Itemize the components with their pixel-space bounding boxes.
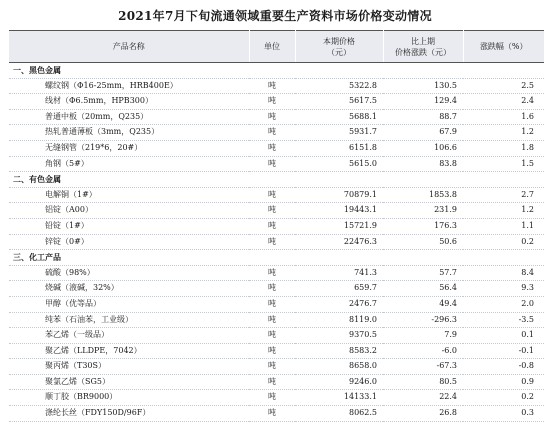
price-cell: 5931.7 [295, 125, 383, 141]
change-cell: 80.5 [383, 374, 463, 390]
product-name: 线材（Φ6.5mm，HPB300） [9, 94, 249, 110]
unit-cell: 吨 [249, 94, 295, 110]
product-name: 铅锭（1#） [9, 218, 249, 234]
unit-cell: 吨 [249, 374, 295, 390]
product-name: 聚丙烯（T30S） [9, 359, 249, 375]
product-name: 硫酸（98%） [9, 265, 249, 281]
change-cell: 49.4 [383, 296, 463, 312]
unit-cell: 吨 [249, 390, 295, 406]
change-cell: 176.3 [383, 218, 463, 234]
page-title: 2021年7月下旬流通领域重要生产资料市场价格变动情况 [118, 9, 432, 23]
unit-cell: 吨 [249, 359, 295, 375]
price-cell: 8658.0 [295, 359, 383, 375]
change-cell: 88.7 [383, 109, 463, 125]
pct-cell: 1.6 [463, 109, 544, 125]
price-cell: 5617.5 [295, 94, 383, 110]
change-cell: 50.6 [383, 234, 463, 250]
unit-cell: 吨 [249, 296, 295, 312]
price-cell: 19443.1 [295, 203, 383, 219]
pct-cell: 2.7 [463, 187, 544, 203]
product-name: 甲醇（优等品） [9, 296, 249, 312]
change-cell: 67.9 [383, 125, 463, 141]
header-current-price-line2: （元） [327, 47, 351, 57]
product-name: 热轧普通薄板（3mm，Q235） [9, 125, 249, 141]
price-cell: 741.3 [295, 265, 383, 281]
change-cell: 22.4 [383, 390, 463, 406]
price-cell: 15721.9 [295, 218, 383, 234]
change-cell: 7.9 [383, 328, 463, 344]
product-name: 电解铜（1#） [9, 187, 249, 203]
unit-cell: 吨 [249, 125, 295, 141]
price-table [9, 30, 544, 422]
table-row [9, 312, 544, 328]
product-name: 螺纹钢（Φ16-25mm，HRB400E） [9, 78, 249, 94]
price-cell: 14133.1 [295, 390, 383, 406]
change-cell: 57.7 [383, 265, 463, 281]
price-cell: 2476.7 [295, 296, 383, 312]
table-row [9, 374, 544, 390]
price-cell: 8062.5 [295, 406, 383, 422]
unit-cell: 吨 [249, 140, 295, 156]
header-price-change [383, 31, 463, 63]
unit-cell: 吨 [249, 78, 295, 94]
category-row [9, 250, 544, 266]
unit-cell: 吨 [249, 218, 295, 234]
pct-cell: 8.4 [463, 265, 544, 281]
price-cell: 5688.1 [295, 109, 383, 125]
change-cell: -296.3 [383, 312, 463, 328]
table-row [9, 343, 544, 359]
product-name: 无缝钢管（219*6，20#） [9, 140, 249, 156]
table-row [9, 78, 544, 94]
change-cell: -6.0 [383, 343, 463, 359]
product-name: 烧碱（液碱，32%） [9, 281, 249, 297]
unit-cell: 吨 [249, 265, 295, 281]
product-name: 锌锭（0#） [9, 234, 249, 250]
change-cell: 129.4 [383, 94, 463, 110]
pct-cell: 0.1 [463, 328, 544, 344]
product-name: 纯苯（石油苯，工业级） [9, 312, 249, 328]
category-row [9, 172, 544, 188]
unit-cell: 吨 [249, 406, 295, 422]
pct-cell: -3.5 [463, 312, 544, 328]
pct-cell: 1.2 [463, 125, 544, 141]
table-row [9, 406, 544, 422]
unit-cell: 吨 [249, 234, 295, 250]
category-label: 一、黑色金属 [9, 63, 544, 79]
change-cell: 130.5 [383, 78, 463, 94]
pct-cell: 1.1 [463, 218, 544, 234]
unit-cell: 吨 [249, 109, 295, 125]
pct-cell: 0.2 [463, 234, 544, 250]
price-cell: 22476.3 [295, 234, 383, 250]
pct-cell: 2.4 [463, 94, 544, 110]
table-row [9, 140, 544, 156]
product-name: 角钢（5#） [9, 156, 249, 172]
product-name: 苯乙烯（一级品） [9, 328, 249, 344]
table-row [9, 156, 544, 172]
change-cell: 26.8 [383, 406, 463, 422]
table-row [9, 328, 544, 344]
price-cell: 70879.1 [295, 187, 383, 203]
pct-cell: 9.3 [463, 281, 544, 297]
unit-cell: 吨 [249, 312, 295, 328]
table-row [9, 390, 544, 406]
table-row [9, 218, 544, 234]
pct-cell: 1.2 [463, 203, 544, 219]
header-current-price-line1: 本期价格 [323, 36, 355, 46]
price-cell: 6151.8 [295, 140, 383, 156]
unit-cell: 吨 [249, 343, 295, 359]
price-cell: 9246.0 [295, 374, 383, 390]
pct-cell: 2.0 [463, 296, 544, 312]
change-cell: 83.8 [383, 156, 463, 172]
unit-cell: 吨 [249, 328, 295, 344]
table-row [9, 94, 544, 110]
pct-cell: 0.3 [463, 406, 544, 422]
change-cell: -67.3 [383, 359, 463, 375]
table-row [9, 109, 544, 125]
price-cell: 5322.8 [295, 78, 383, 94]
product-name: 普通中板（20mm，Q235） [9, 109, 249, 125]
table-row [9, 234, 544, 250]
price-cell: 8583.2 [295, 343, 383, 359]
header-row [9, 31, 544, 63]
table-row [9, 281, 544, 297]
pct-cell: 1.8 [463, 140, 544, 156]
product-name: 铝锭（A00） [9, 203, 249, 219]
table-row [9, 359, 544, 375]
table-row [9, 296, 544, 312]
change-cell: 56.4 [383, 281, 463, 297]
pct-cell: 0.2 [463, 390, 544, 406]
category-label: 二、有色金属 [9, 172, 544, 188]
pct-cell: -0.1 [463, 343, 544, 359]
pct-cell: 2.5 [463, 78, 544, 94]
pct-cell: -0.8 [463, 359, 544, 375]
table-row [9, 187, 544, 203]
table-row [9, 265, 544, 281]
header-price-change-line1: 比上期 [411, 36, 435, 46]
unit-cell: 吨 [249, 187, 295, 203]
change-cell: 231.9 [383, 203, 463, 219]
product-name: 涤纶长丝（FDY150D/96F） [9, 406, 249, 422]
category-label: 三、化工产品 [9, 250, 544, 266]
header-product-name: 产品名称 [9, 31, 249, 63]
unit-cell: 吨 [249, 281, 295, 297]
change-cell: 106.6 [383, 140, 463, 156]
change-cell: 1853.8 [383, 187, 463, 203]
header-current-price [295, 31, 383, 63]
table-row [9, 203, 544, 219]
table-row [9, 125, 544, 141]
pct-cell: 0.9 [463, 374, 544, 390]
header-change-pct: 涨跌幅（%） [463, 31, 544, 63]
product-name: 顺丁胶（BR9000） [9, 390, 249, 406]
product-name: 聚乙烯（LLDPE，7042） [9, 343, 249, 359]
unit-cell: 吨 [249, 156, 295, 172]
header-unit: 单位 [249, 31, 295, 63]
pct-cell: 1.5 [463, 156, 544, 172]
product-name: 聚氯乙烯（SG5） [9, 374, 249, 390]
header-price-change-line2: 价格涨跌（元） [395, 47, 451, 57]
price-cell: 8119.0 [295, 312, 383, 328]
unit-cell: 吨 [249, 203, 295, 219]
category-row [9, 63, 544, 79]
price-cell: 659.7 [295, 281, 383, 297]
price-cell: 5615.0 [295, 156, 383, 172]
price-cell: 9370.5 [295, 328, 383, 344]
